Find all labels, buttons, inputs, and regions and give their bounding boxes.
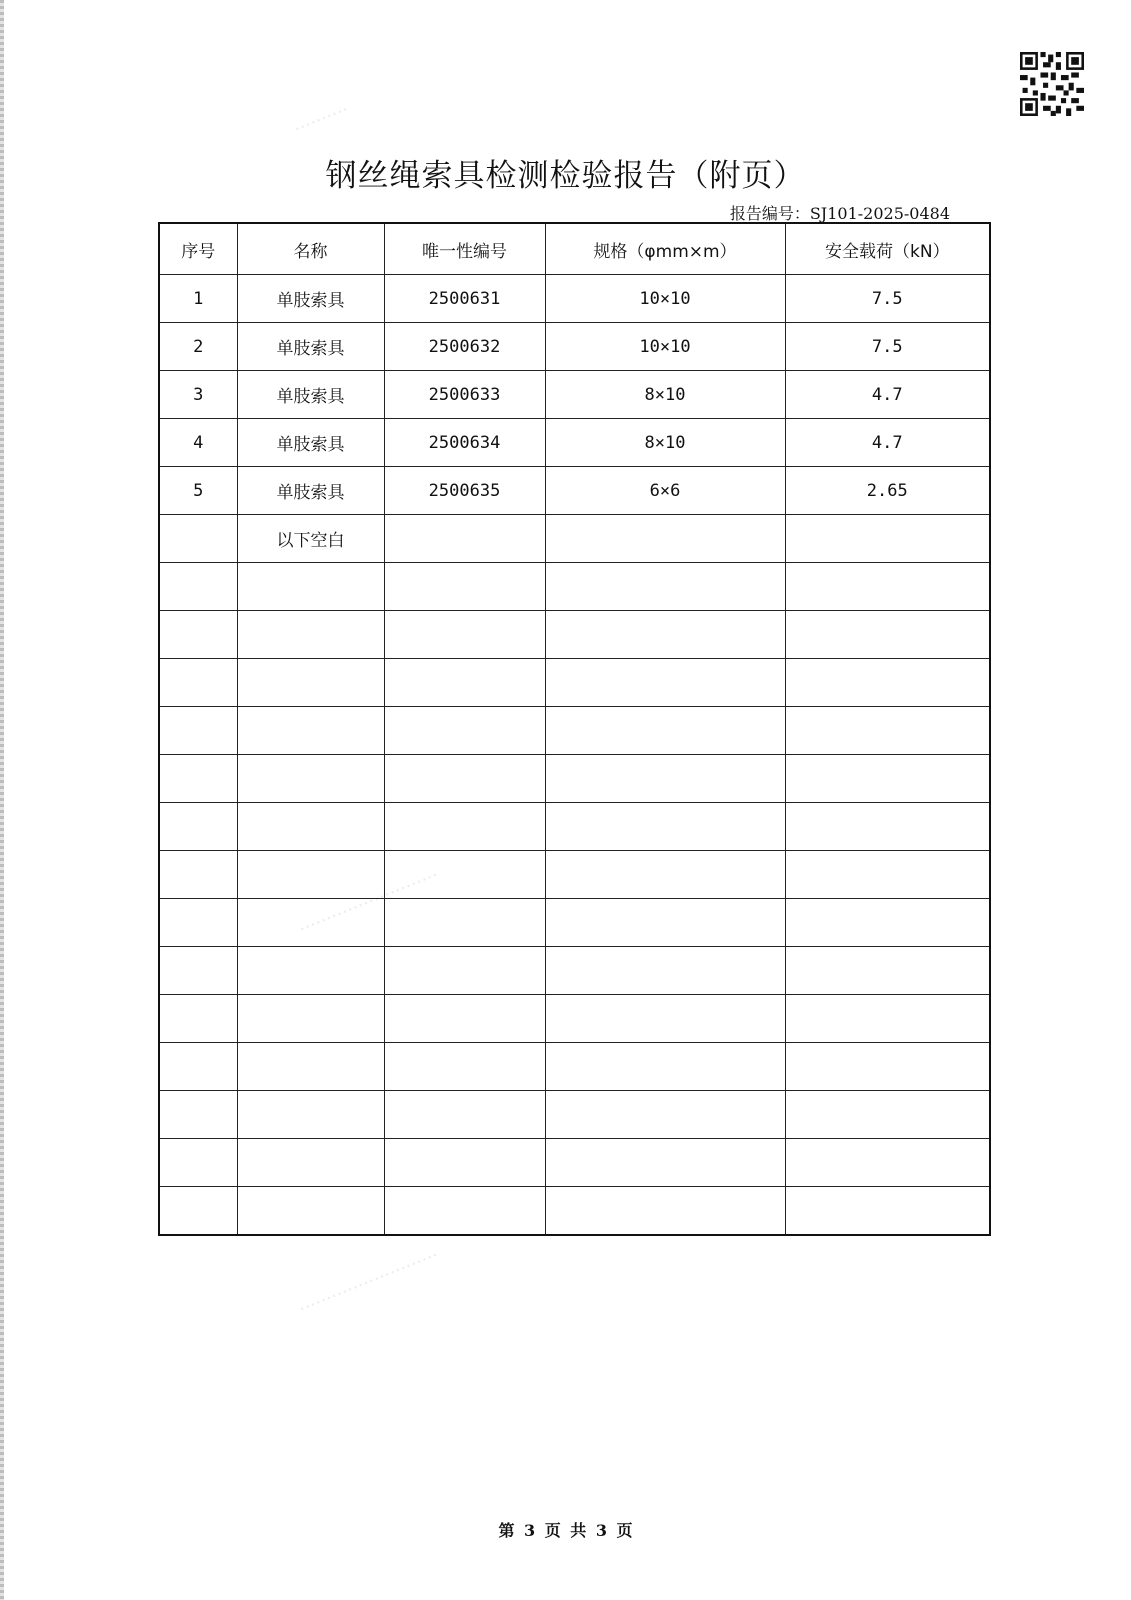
table-body — [159, 275, 990, 1236]
table-row — [159, 1043, 990, 1091]
cell-name — [237, 995, 384, 1043]
cell-seq — [159, 1091, 237, 1139]
cell-seq — [159, 659, 237, 707]
cell-spec: 8×10 — [545, 371, 785, 419]
watermark: ·························· — [296, 1245, 442, 1321]
cell-safe-load: 7.5 — [785, 275, 990, 323]
header-seq: 序号 — [159, 223, 237, 275]
cell-name: 单肢索具 — [237, 467, 384, 515]
cell-spec — [545, 947, 785, 995]
cell-safe-load — [785, 515, 990, 563]
cell-name — [237, 803, 384, 851]
cell-spec: 10×10 — [545, 275, 785, 323]
table-row — [159, 275, 990, 323]
cell-spec: 10×10 — [545, 323, 785, 371]
cell-seq — [159, 947, 237, 995]
table-row — [159, 947, 990, 995]
cell-unique-id — [384, 851, 545, 899]
cell-spec — [545, 1043, 785, 1091]
cell-seq: 1 — [159, 275, 237, 323]
cell-safe-load: 4.7 — [785, 419, 990, 467]
inspection-table — [158, 222, 991, 1236]
cell-seq — [159, 851, 237, 899]
table-row — [159, 563, 990, 611]
cell-spec — [545, 851, 785, 899]
cell-unique-id — [384, 1043, 545, 1091]
cell-seq — [159, 755, 237, 803]
table-header-row — [159, 223, 990, 275]
cell-spec — [545, 563, 785, 611]
cell-name — [237, 659, 384, 707]
cell-unique-id — [384, 563, 545, 611]
table-row — [159, 803, 990, 851]
cell-name — [237, 899, 384, 947]
cell-name — [237, 1139, 384, 1187]
cell-safe-load — [785, 1139, 990, 1187]
report-number: 报告编号：SJ101-2025-0484 — [729, 204, 950, 223]
cell-name — [237, 851, 384, 899]
table-row — [159, 707, 990, 755]
cell-name — [237, 947, 384, 995]
cell-seq — [159, 1043, 237, 1091]
table-row — [159, 419, 990, 467]
table-row — [159, 899, 990, 947]
cell-seq: 2 — [159, 323, 237, 371]
cell-unique-id — [384, 659, 545, 707]
cell-unique-id: 2500631 — [384, 275, 545, 323]
cell-safe-load: 7.5 — [785, 323, 990, 371]
cell-name: 单肢索具 — [237, 275, 384, 323]
cell-spec: 6×6 — [545, 467, 785, 515]
cell-unique-id — [384, 995, 545, 1043]
cell-spec — [545, 1139, 785, 1187]
cell-seq — [159, 563, 237, 611]
cell-unique-id — [384, 1139, 545, 1187]
cell-unique-id — [384, 611, 545, 659]
table-row — [159, 755, 990, 803]
cell-seq — [159, 1139, 237, 1187]
header-spec: 规格（φmm×m） — [545, 223, 785, 275]
cell-safe-load — [785, 1091, 990, 1139]
header-name: 名称 — [237, 223, 384, 275]
table-row — [159, 515, 990, 563]
header-unique-id: 唯一性编号 — [384, 223, 545, 275]
cell-name — [237, 611, 384, 659]
cell-safe-load — [785, 563, 990, 611]
cell-seq: 5 — [159, 467, 237, 515]
cell-spec — [545, 755, 785, 803]
cell-safe-load — [785, 995, 990, 1043]
cell-name — [237, 707, 384, 755]
cell-name — [237, 1043, 384, 1091]
watermark: ·········· — [291, 99, 352, 141]
table-row — [159, 1091, 990, 1139]
cell-spec: 8×10 — [545, 419, 785, 467]
table-row — [159, 851, 990, 899]
cell-spec — [545, 659, 785, 707]
cell-seq — [159, 899, 237, 947]
table-row — [159, 611, 990, 659]
cell-unique-id — [384, 1091, 545, 1139]
cell-spec — [545, 995, 785, 1043]
scan-edge — [0, 0, 4, 1600]
table-row — [159, 1139, 990, 1187]
watermark: ·························· — [296, 865, 442, 941]
cell-seq: 4 — [159, 419, 237, 467]
cell-seq — [159, 1187, 237, 1236]
cell-safe-load — [785, 851, 990, 899]
cell-unique-id — [384, 1187, 545, 1236]
table-row — [159, 659, 990, 707]
cell-safe-load — [785, 659, 990, 707]
header-safe-load: 安全载荷（kN） — [785, 223, 990, 275]
cell-name: 单肢索具 — [237, 419, 384, 467]
table-row — [159, 995, 990, 1043]
cell-spec — [545, 899, 785, 947]
cell-safe-load — [785, 899, 990, 947]
cell-name — [237, 563, 384, 611]
cell-unique-id — [384, 515, 545, 563]
cell-seq — [159, 803, 237, 851]
cell-safe-load — [785, 803, 990, 851]
cell-safe-load — [785, 707, 990, 755]
cell-unique-id — [384, 899, 545, 947]
cell-unique-id: 2500633 — [384, 371, 545, 419]
cell-spec — [545, 1187, 785, 1236]
cell-unique-id: 2500635 — [384, 467, 545, 515]
table-row — [159, 323, 990, 371]
table-row — [159, 467, 990, 515]
cell-unique-id — [384, 947, 545, 995]
cell-name: 单肢索具 — [237, 323, 384, 371]
cell-spec — [545, 707, 785, 755]
cell-seq — [159, 995, 237, 1043]
cell-name — [237, 1187, 384, 1236]
cell-safe-load — [785, 947, 990, 995]
cell-safe-load — [785, 1187, 990, 1236]
cell-spec — [545, 803, 785, 851]
cell-seq: 3 — [159, 371, 237, 419]
cell-seq — [159, 515, 237, 563]
cell-safe-load — [785, 611, 990, 659]
cell-unique-id — [384, 707, 545, 755]
cell-name — [237, 755, 384, 803]
table-row — [159, 371, 990, 419]
cell-name — [237, 1091, 384, 1139]
cell-name: 单肢索具 — [237, 371, 384, 419]
cell-unique-id: 2500632 — [384, 323, 545, 371]
cell-safe-load — [785, 1043, 990, 1091]
cell-seq — [159, 611, 237, 659]
qr-code-icon — [1020, 52, 1084, 116]
cell-seq — [159, 707, 237, 755]
table-row — [159, 1187, 990, 1236]
cell-safe-load: 4.7 — [785, 371, 990, 419]
cell-spec — [545, 515, 785, 563]
cell-name: 以下空白 — [237, 515, 384, 563]
document-title: 钢丝绳索具检测检验报告（附页） — [325, 158, 806, 194]
cell-unique-id: 2500634 — [384, 419, 545, 467]
cell-spec — [545, 611, 785, 659]
cell-spec — [545, 1091, 785, 1139]
page-indicator: 第 3 页 共 3 页 — [498, 1521, 633, 1540]
cell-unique-id — [384, 803, 545, 851]
cell-unique-id — [384, 755, 545, 803]
cell-safe-load: 2.65 — [785, 467, 990, 515]
cell-safe-load — [785, 755, 990, 803]
